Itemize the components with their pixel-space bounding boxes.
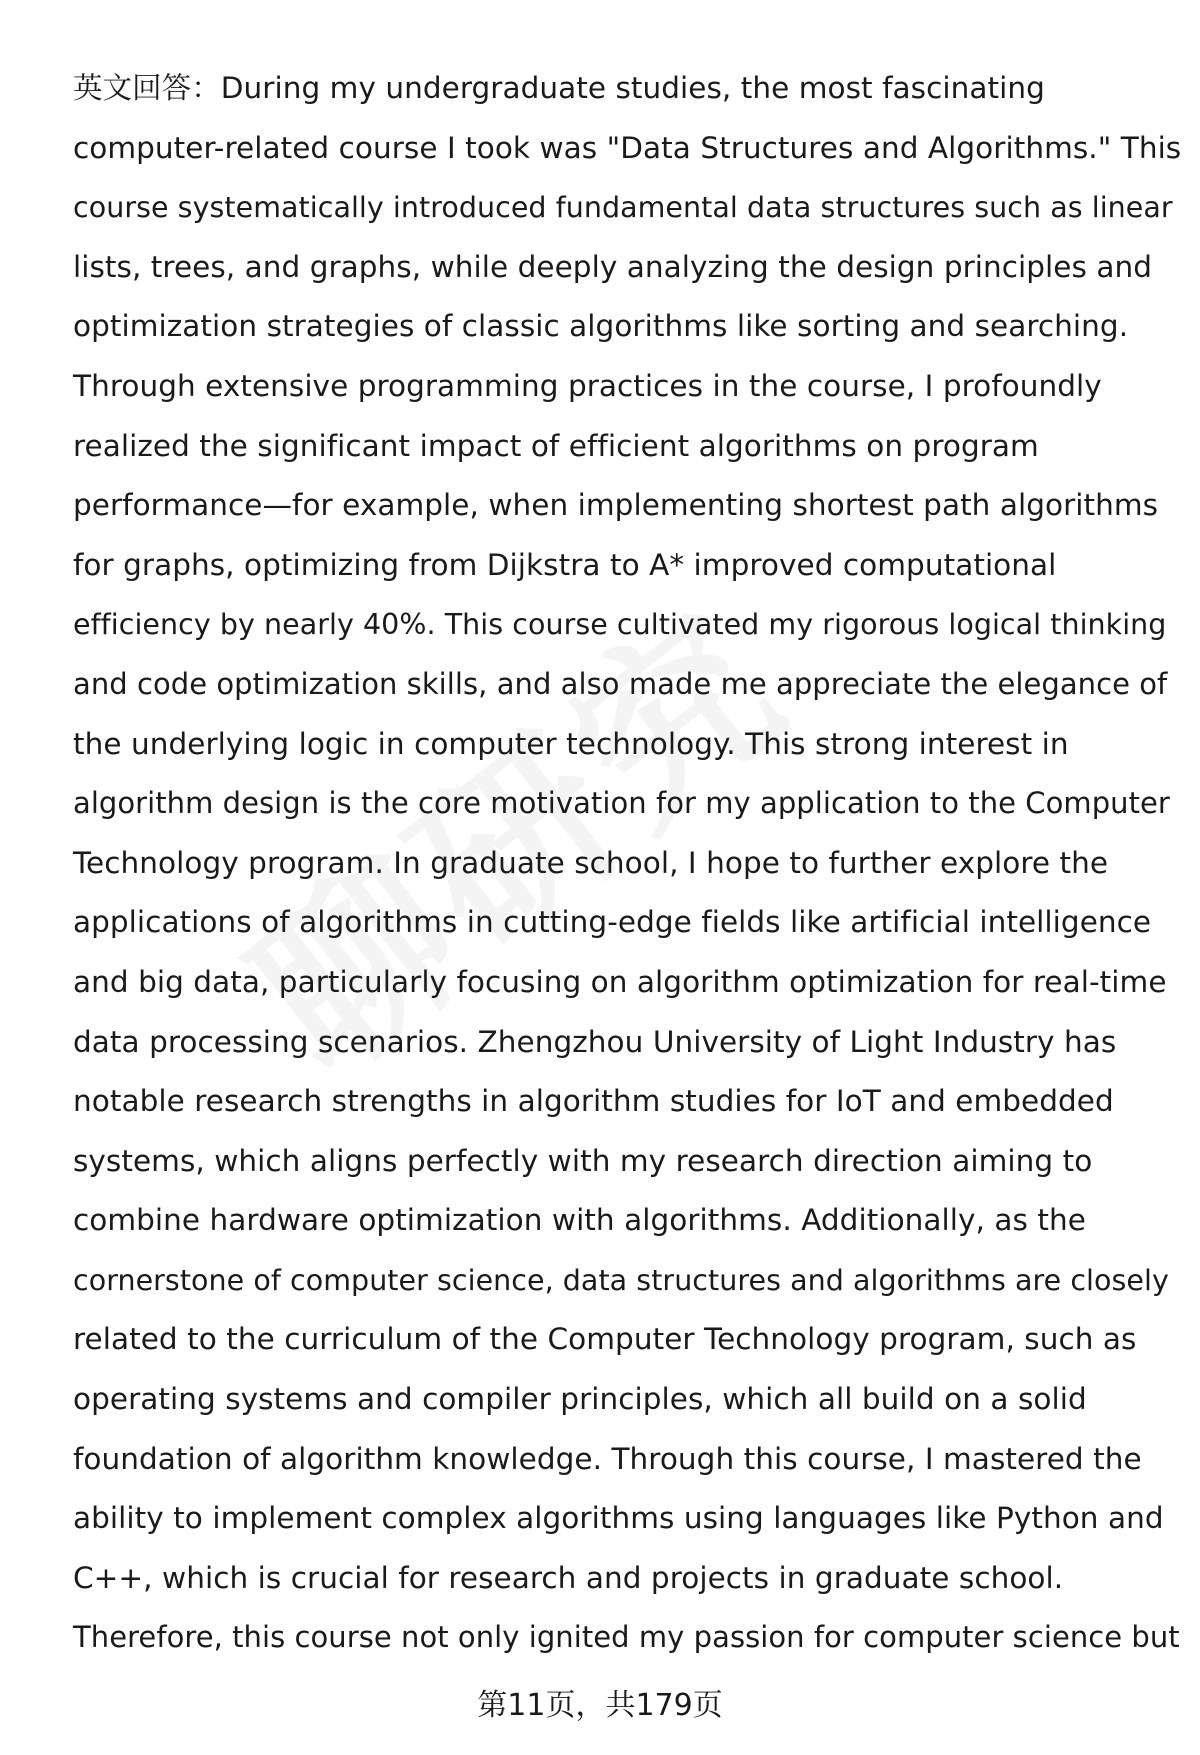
paragraph-line: Through extensive programming practices in the course, I profoundly [73, 368, 1102, 403]
paragraph-line: data processing scenarios. Zhengzhou University of Light Industry has [73, 1024, 1117, 1059]
answer-label: 英文回答： [73, 71, 221, 105]
paragraph-line: and code optimization skills, and also made me appreciate the elegance of [73, 666, 1168, 701]
paragraph-line: performance—for example, when implementing shortest path algorithms [73, 488, 1159, 523]
page-indicator: 第11页，共179页 [477, 1688, 723, 1723]
paragraph-line: systems, which aligns perfectly with my research direction aiming to [73, 1143, 1093, 1178]
paragraph-line: computer-related course I took was "Data Structures and Algorithms." This [73, 130, 1182, 165]
paragraph-line: ability to implement complex algorithms using languages like Python and [73, 1501, 1164, 1536]
paragraph-line: notable research strengths in algorithm studies for IoT and embedded [73, 1084, 1114, 1119]
paragraph-line: Technology program. In graduate school, I hope to further explore the [73, 845, 1109, 880]
paragraph-line: efficiency by nearly 40%. This course cultivated my rigorous logical thinking [73, 608, 1167, 642]
paragraph-line: algorithm design is the core motivation for my application to the Computer [73, 786, 1170, 821]
first-line-text: During my undergraduate studies, the most fascinating [220, 71, 1045, 105]
paragraph-line: optimization strategies of classic algorithms like sorting and searching. [73, 309, 1129, 344]
paragraph-line: combine hardware optimization with algorithms. Additionally, as the [73, 1203, 1086, 1238]
paragraph-line: for graphs, optimizing from Dijkstra to A* improved computational [73, 547, 1057, 582]
paragraph-line: C++, which is crucial for research and projects in graduate school. [73, 1560, 1064, 1595]
paragraph-line: applications of algorithms in cutting-edge fields like artificial intelligence [73, 905, 1152, 940]
paragraph-line: cornerstone of computer science, data structures and algorithms are closely [73, 1263, 1169, 1297]
paragraph-line: related to the curriculum of the Computer Technology program, such as [73, 1322, 1137, 1357]
paragraph-line: and big data, particularly focusing on algorithm optimization for real-time [73, 964, 1167, 999]
paragraph-line: foundation of algorithm knowledge. Through this course, I mastered the [73, 1441, 1142, 1476]
paragraph-line: realized the significant impact of efficient algorithms on program [73, 428, 1039, 463]
paragraph-line: Therefore, this course not only ignited my passion for computer science but [73, 1620, 1180, 1655]
paragraph-line: course systematically introduced fundamental data structures such as linear [73, 191, 1173, 225]
paragraph-line: operating systems and compiler principles, which all build on a solid [73, 1382, 1087, 1417]
answer-paragraph [73, 59, 1182, 1668]
paragraph-line: the underlying logic in computer technology. This strong interest in [73, 726, 1069, 761]
paragraph-line-first [73, 59, 1153, 119]
paragraph-line: lists, trees, and graphs, while deeply analyzing the design principles and [73, 249, 1152, 284]
